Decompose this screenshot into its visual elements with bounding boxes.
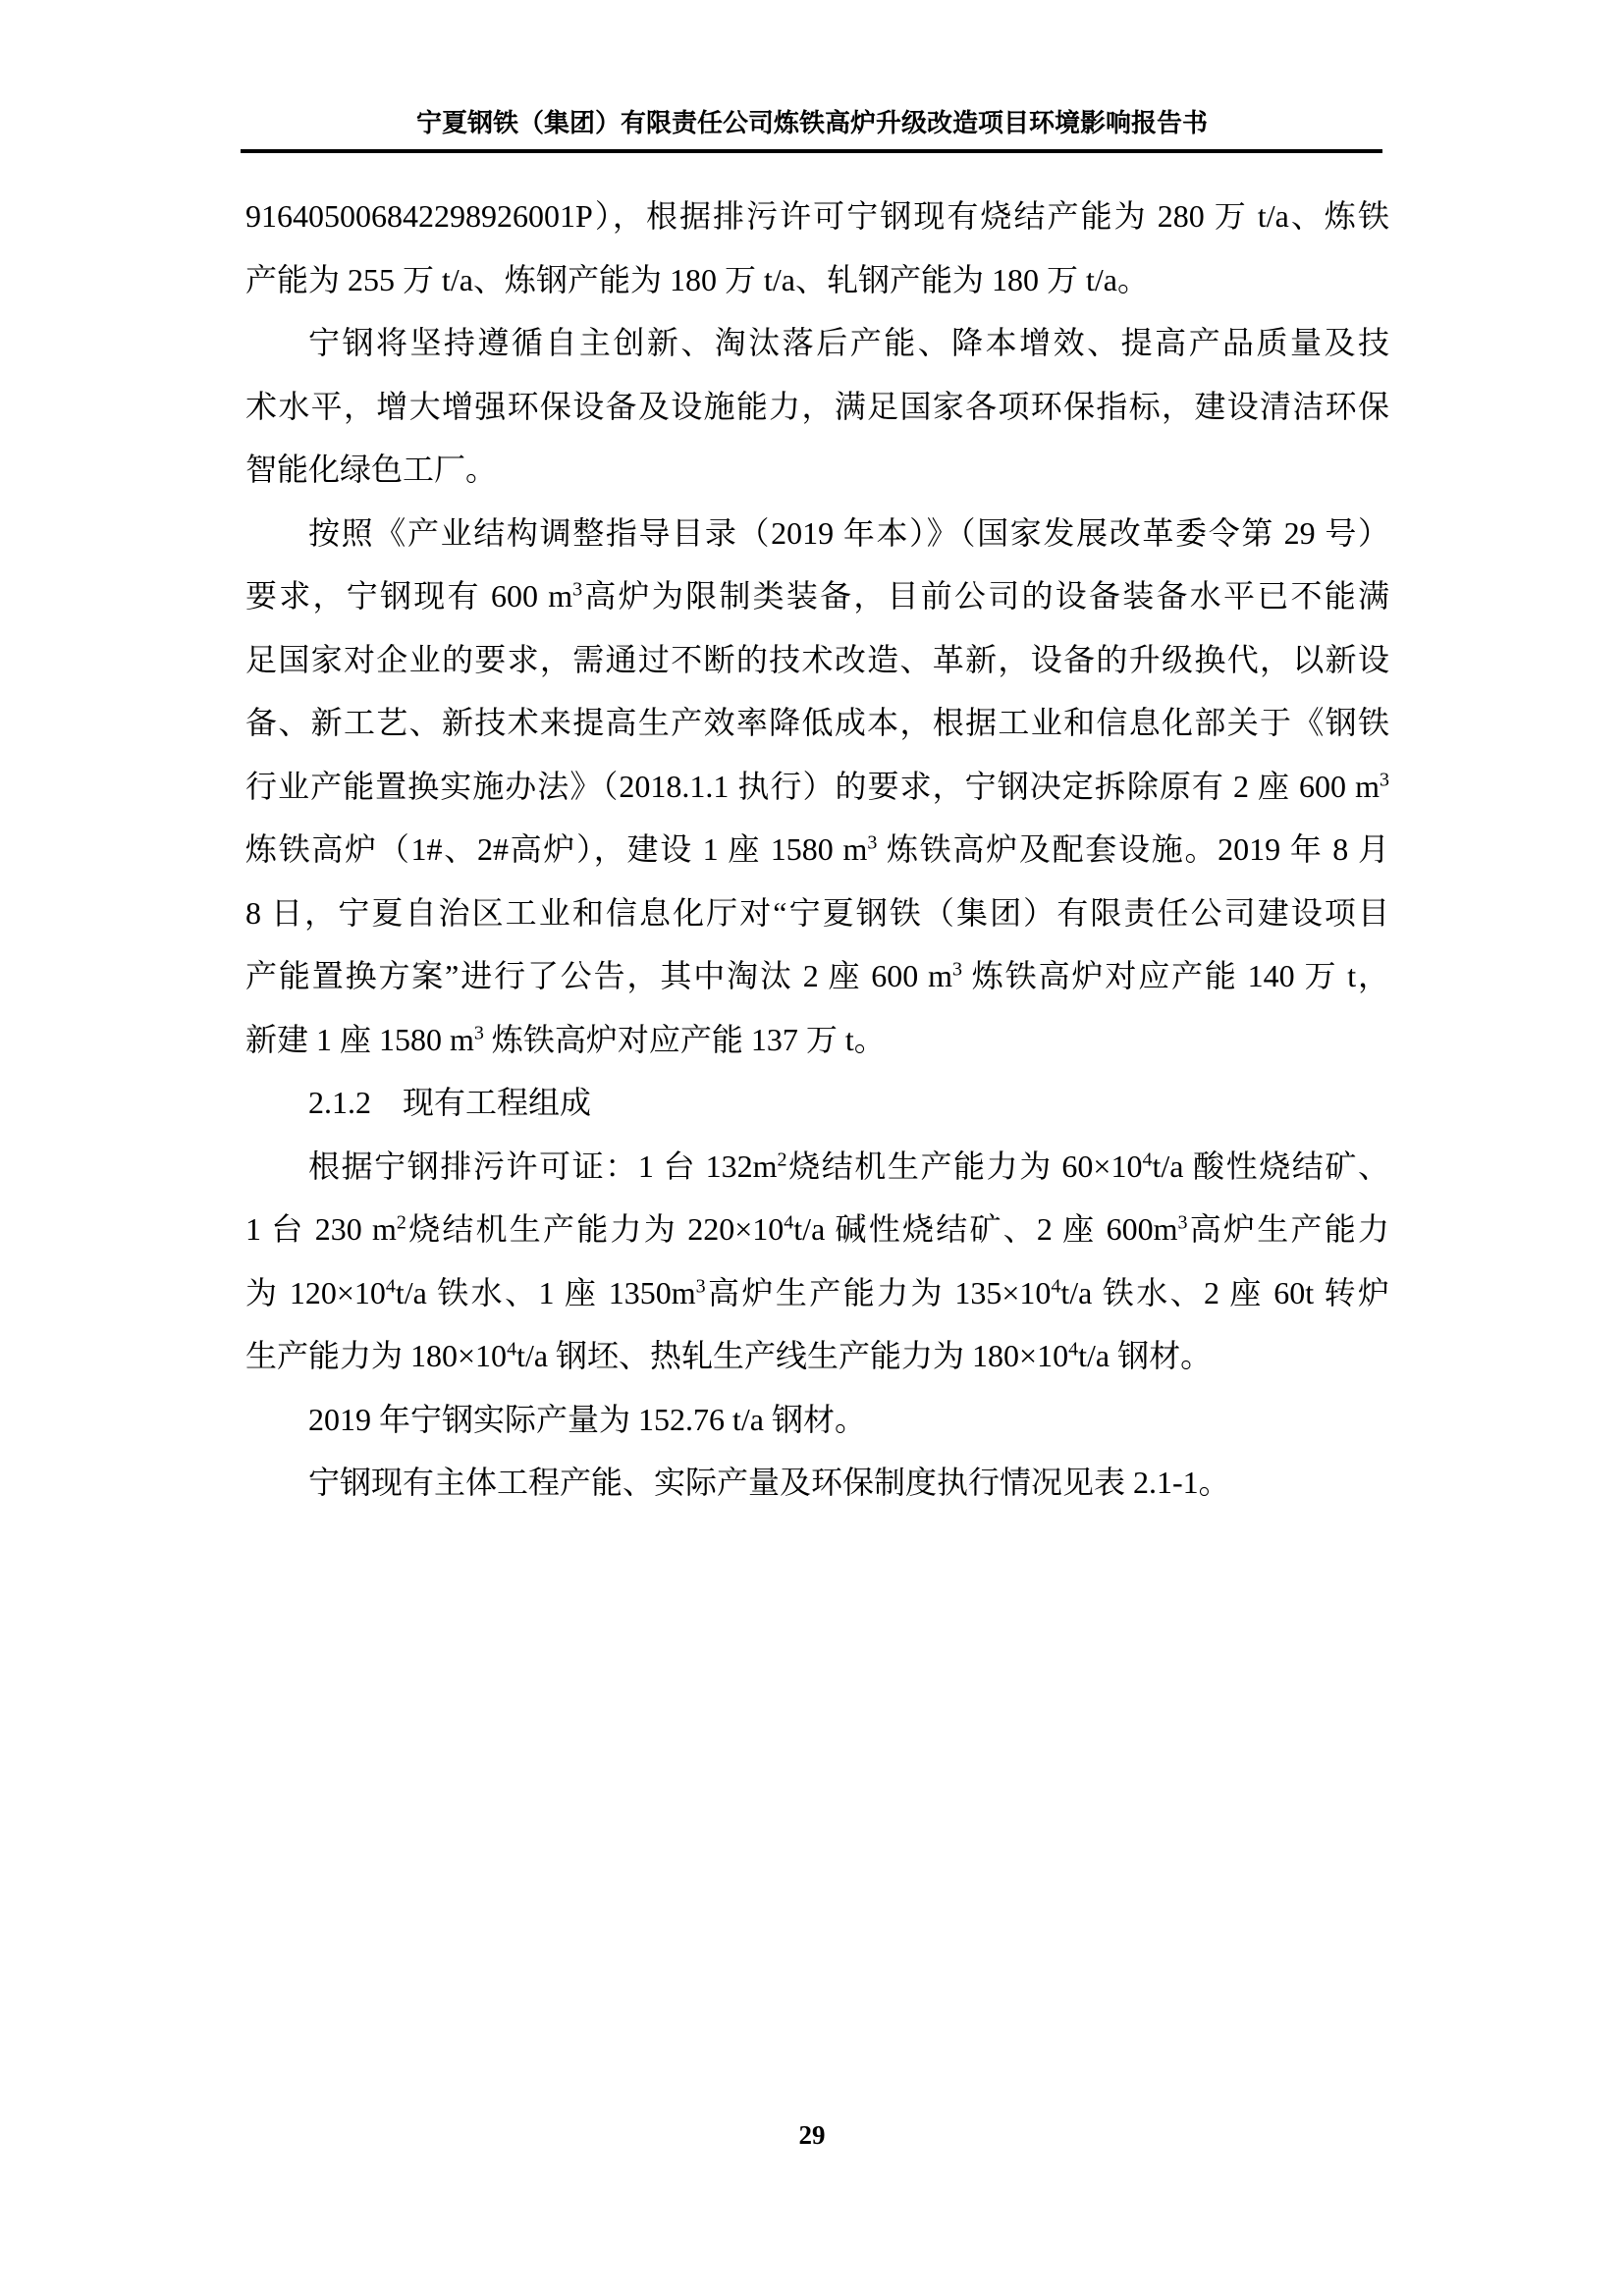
text-line: 产能置换方案”进行了公告，其中淘汰 2 座 600 $m^3$ 炼铁高炉对应产能 140 万 t， bbox=[245, 958, 1389, 993]
text-line: 为 $120\times 10^4t/a$ 铁水、1 座 $1350m^3$高炉生产能力为 $135\times 10^4t/a$ 铁水、2 座 60t 转炉 bbox=[245, 1274, 1389, 1310]
superscript: 3 bbox=[952, 958, 963, 981]
text-line: 术水平，增大增强环保设备及设施能力，满足国家各项环保指标，建设清洁环保 bbox=[245, 388, 1389, 424]
text-line: 产能为 255 万 t/a、炼钢产能为 180 万 t/a、轧钢产能为 180 万 t/a。 bbox=[245, 261, 1149, 297]
document-body bbox=[245, 185, 1389, 1515]
superscript: 2 bbox=[396, 1211, 406, 1234]
superscript: 3 bbox=[695, 1274, 706, 1297]
superscript: 3 bbox=[473, 1021, 484, 1043]
superscript: 4 bbox=[385, 1274, 396, 1297]
superscript: 3 bbox=[867, 831, 878, 854]
text-line: 新建 1 座 1580 $m^3$ 炼铁高炉对应产能 137 万 t。 bbox=[245, 1021, 886, 1057]
text-line: 916405006842298926001P），根据排污许可宁钢现有烧结产能为 280 万 t/a、炼铁 bbox=[245, 198, 1389, 234]
superscript: 3 bbox=[1380, 768, 1389, 790]
text-line: 智能化绿色工厂。 bbox=[245, 452, 498, 487]
text-line: 足国家对企业的要求，需通过不断的技术改造、革新，设备的升级换代，以新设 bbox=[245, 641, 1389, 677]
superscript: 4 bbox=[1068, 1338, 1079, 1361]
text-line: 2019 年宁钢实际产量为 152.76 t/a 钢材。 bbox=[308, 1401, 866, 1437]
section-heading: 2.1.2 现有工程组成 bbox=[308, 1085, 592, 1120]
text-line: 宁钢将坚持遵循自主创新、淘汰落后产能、降本增效、提高产品质量及技 bbox=[308, 325, 1389, 360]
text-line: 生产能力为 $180\times 10^4t/a$ 钢坯、热轧生产线生产能力为 $180\times 10^4t/a$ 钢材。 bbox=[245, 1338, 1213, 1373]
superscript: 4 bbox=[507, 1338, 517, 1361]
text-line: 行业产能置换实施办法》（2018.1.1 执行）的要求，宁钢决定拆除原有 2 座 600 $m^3$ bbox=[245, 768, 1389, 804]
superscript: 4 bbox=[784, 1211, 794, 1234]
superscript: 2 bbox=[777, 1148, 787, 1170]
header-title: 宁夏钢铁（集团）有限责任公司炼铁高炉升级改造项目环境影响报告书 bbox=[415, 109, 1208, 137]
text-line: 8 日，宁夏自治区工业和信息化厅对“宁夏钢铁（集团）有限责任公司建设项目 bbox=[245, 894, 1389, 931]
superscript: 3 bbox=[1177, 1211, 1188, 1234]
header-rule bbox=[241, 149, 1382, 153]
superscript: 3 bbox=[572, 578, 583, 601]
text-line: 按照《产业结构调整指导目录（2019 年本）》（国家发展改革委令第 29 号） bbox=[308, 514, 1389, 551]
text-line: 宁钢现有主体工程产能、实际产量及环保制度执行情况见表 2.1-1。 bbox=[308, 1465, 1230, 1500]
page-footer bbox=[0, 2118, 1624, 2152]
text-line: 根据宁钢排污许可证：1 台 $132m^2$烧结机生产能力为 $60\times 10^4t/a$ 酸性烧结矿、 bbox=[308, 1148, 1389, 1184]
text-line: 要求，宁钢现有 600 $m^3$高炉为限制类装备，目前公司的设备装备水平已不能满 bbox=[245, 578, 1389, 614]
page-number: 29 bbox=[798, 2120, 826, 2150]
superscript: 4 bbox=[1142, 1148, 1153, 1170]
superscript: 4 bbox=[1051, 1274, 1061, 1297]
text-line: 炼铁高炉（1#、2#高炉），建设 1 座 1580 $m^3$ 炼铁高炉及配套设施。2019 年 8 月 bbox=[245, 831, 1389, 867]
text-line: 1 台 230 $m^2$烧结机生产能力为 $220\times 10^4t/a$ 碱性烧结矿、2 座 $600m^3$高炉生产能力 bbox=[245, 1211, 1389, 1247]
text-line: 备、新工艺、新技术来提高生产效率降低成本，根据工业和信息化部关于《钢铁 bbox=[245, 705, 1389, 740]
